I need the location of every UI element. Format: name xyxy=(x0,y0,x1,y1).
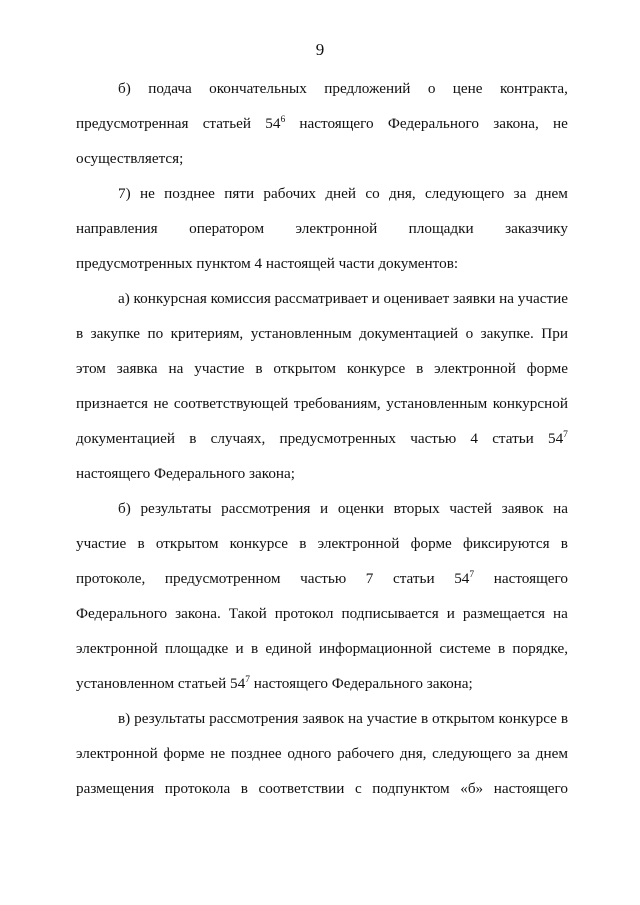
word: документацией xyxy=(76,430,176,447)
word: протокол xyxy=(274,605,334,622)
word: предусмотренных xyxy=(279,430,396,447)
word: заявок xyxy=(302,710,345,727)
word: за xyxy=(517,745,531,762)
word: участие xyxy=(366,710,418,727)
superscript: 7 xyxy=(245,675,250,685)
word: не xyxy=(210,745,226,762)
word: и xyxy=(320,500,329,517)
text-line xyxy=(118,79,568,99)
word: и xyxy=(371,290,380,307)
word: случаях, xyxy=(210,430,266,447)
word: конкурсе xyxy=(346,360,406,377)
superscript: 6 xyxy=(280,115,286,125)
word: участие xyxy=(194,360,245,377)
word: позднее xyxy=(164,185,215,202)
word: рабочих xyxy=(263,185,317,202)
word: позднее xyxy=(230,745,282,762)
word: а) xyxy=(118,290,130,307)
word: и xyxy=(235,640,244,657)
word: по xyxy=(147,325,164,342)
word: в xyxy=(189,430,197,447)
word: дней xyxy=(325,185,357,202)
word: подпунктом xyxy=(372,780,450,797)
page-number: 9 xyxy=(315,40,325,59)
word: открытом xyxy=(155,535,219,552)
text-line xyxy=(76,429,568,449)
word: направления xyxy=(76,220,158,237)
word: заявка xyxy=(116,360,158,377)
word: следующего xyxy=(424,185,505,202)
text-line xyxy=(76,324,568,344)
word: открытом xyxy=(273,360,336,377)
word: о xyxy=(465,325,474,342)
word: Федерального xyxy=(387,115,479,132)
word: б) xyxy=(118,80,131,97)
word: в xyxy=(416,360,424,377)
word: электронной xyxy=(76,745,158,762)
word: в xyxy=(137,535,145,552)
word: размещается xyxy=(462,605,546,622)
word: При xyxy=(541,325,568,342)
word: закона; xyxy=(426,675,473,692)
word: рассмотрения xyxy=(209,710,299,727)
word: $54^7$ xyxy=(454,570,475,587)
text-line xyxy=(76,779,568,799)
word: протокола xyxy=(164,780,231,797)
word: статьи xyxy=(392,570,435,587)
word: предусмотренных xyxy=(76,255,193,272)
word: на xyxy=(168,360,184,377)
word: цене xyxy=(452,80,483,97)
word: порядке, xyxy=(512,640,568,657)
word: этом xyxy=(76,360,106,377)
word: частью xyxy=(300,570,347,587)
text-line xyxy=(76,254,568,274)
word: днем xyxy=(535,745,568,762)
word: дня, xyxy=(399,745,427,762)
word: 4 xyxy=(254,255,263,272)
word: в xyxy=(560,535,568,552)
word: не xyxy=(553,115,568,132)
word: информационной xyxy=(318,640,433,657)
superscript: 7 xyxy=(469,570,475,580)
word: электронной xyxy=(434,360,516,377)
word: рассмотрения xyxy=(221,500,311,517)
word: рассматривает xyxy=(274,290,368,307)
word: комиссия xyxy=(210,290,271,307)
word: Федерального xyxy=(331,675,423,692)
word: в xyxy=(299,535,307,552)
text-line xyxy=(76,534,568,554)
word: настоящего xyxy=(493,780,568,797)
text-line xyxy=(118,289,568,309)
word: конкурсной xyxy=(492,395,568,412)
word: закона, xyxy=(493,115,539,132)
text-line xyxy=(76,569,568,589)
text-line xyxy=(76,464,568,484)
word: площадки xyxy=(408,220,474,237)
word: результаты xyxy=(140,500,212,517)
word: дня, xyxy=(389,185,416,202)
word: открытом xyxy=(432,710,495,727)
word: соответствующей xyxy=(173,395,289,412)
word: в xyxy=(250,640,259,657)
word: на xyxy=(553,500,568,517)
word: документов: xyxy=(378,255,459,272)
text-line xyxy=(118,499,568,519)
word: и xyxy=(446,605,455,622)
word: оценки xyxy=(337,500,384,517)
word: статьей xyxy=(202,115,252,132)
word: форме xyxy=(410,535,452,552)
word: заявок xyxy=(501,500,544,517)
text-line xyxy=(76,744,568,764)
word: частей xyxy=(449,500,493,517)
word: $54^7$ xyxy=(230,675,250,692)
word: частью xyxy=(410,430,457,447)
word: на xyxy=(553,605,568,622)
word: подписывается xyxy=(341,605,439,622)
word: предусмотренном xyxy=(164,570,281,587)
word: пяти xyxy=(224,185,255,202)
word: конкурсе xyxy=(498,710,557,727)
word: окончательных xyxy=(209,80,307,97)
word: участие xyxy=(76,535,127,552)
word: заказчику xyxy=(505,220,568,237)
word: закупке xyxy=(90,325,140,342)
text-line xyxy=(76,114,568,134)
word: пунктом xyxy=(196,255,251,272)
word: электронной xyxy=(295,220,378,237)
word: результаты xyxy=(134,710,206,727)
word: части xyxy=(338,255,375,272)
word: признается xyxy=(76,395,149,412)
word: заявки xyxy=(453,290,496,307)
word: настоящего xyxy=(253,675,328,692)
word: в xyxy=(497,640,506,657)
word: предусмотренная xyxy=(76,115,189,132)
word: в xyxy=(240,780,248,797)
word: подача xyxy=(148,80,192,97)
word: настоящего xyxy=(493,570,568,587)
word: статьей xyxy=(177,675,227,692)
word: участие xyxy=(517,290,568,307)
word: о xyxy=(427,80,436,97)
text-line xyxy=(76,604,568,624)
word: закона. xyxy=(175,605,221,622)
word: установленным xyxy=(386,395,488,412)
word: в xyxy=(255,360,263,377)
word: рабочего xyxy=(337,745,395,762)
word: 7) xyxy=(118,185,131,202)
word: настоящего xyxy=(299,115,374,132)
word: требованиям, xyxy=(293,395,381,412)
text-line xyxy=(76,394,568,414)
text-line xyxy=(118,184,568,204)
word: Федерального xyxy=(76,605,168,622)
word: настоящего xyxy=(76,465,151,482)
word: в xyxy=(420,710,429,727)
word: электронной xyxy=(76,640,158,657)
word: $54^7$ xyxy=(547,430,568,447)
word: не xyxy=(153,395,169,412)
word: закона; xyxy=(248,465,295,482)
text-line xyxy=(76,149,568,169)
word: форме xyxy=(526,360,568,377)
word: фиксируются xyxy=(463,535,550,552)
word: в) xyxy=(118,710,131,727)
word: «б» xyxy=(460,780,484,797)
word: закупке. xyxy=(480,325,534,342)
text-line xyxy=(76,674,568,694)
word: б) xyxy=(118,500,131,517)
word: единой xyxy=(265,640,312,657)
text-line xyxy=(118,709,568,729)
word: документацией xyxy=(359,325,459,342)
word: на xyxy=(348,710,363,727)
word: критериям, xyxy=(170,325,244,342)
word: осуществляется; xyxy=(76,150,184,167)
word: $54^6$ xyxy=(265,115,286,132)
word: Такой xyxy=(228,605,267,622)
word: системе xyxy=(439,640,491,657)
word: следующего xyxy=(432,745,512,762)
word: соответствии xyxy=(258,780,345,797)
superscript: 7 xyxy=(563,430,568,440)
word: предложений xyxy=(324,80,411,97)
word: протоколе, xyxy=(76,570,146,587)
text-line xyxy=(76,359,568,379)
word: на xyxy=(499,290,515,307)
word: днем xyxy=(535,185,568,202)
word: площадке xyxy=(165,640,229,657)
word: 7 xyxy=(365,570,374,587)
text-line xyxy=(76,639,568,659)
word: размещения xyxy=(76,780,155,797)
word: установленном xyxy=(76,675,175,692)
word: установленным xyxy=(250,325,352,342)
word: оператором xyxy=(189,220,265,237)
word: контракта, xyxy=(499,80,568,97)
word: настоящей xyxy=(265,255,335,272)
word: статьи xyxy=(492,430,534,447)
word: конкурсная xyxy=(133,290,207,307)
word: вторых xyxy=(393,500,440,517)
word: 4 xyxy=(470,430,478,447)
word: с xyxy=(354,780,362,797)
word: конкурсе xyxy=(229,535,289,552)
word: Федерального xyxy=(154,465,246,482)
word: одного xyxy=(287,745,332,762)
word: форме xyxy=(163,745,205,762)
word: со xyxy=(365,185,380,202)
text-line xyxy=(76,219,568,239)
word: не xyxy=(139,185,155,202)
word: электронной xyxy=(317,535,400,552)
word: в xyxy=(560,710,568,727)
word: оценивает xyxy=(383,290,450,307)
word: за xyxy=(513,185,527,202)
word: в xyxy=(76,325,84,342)
